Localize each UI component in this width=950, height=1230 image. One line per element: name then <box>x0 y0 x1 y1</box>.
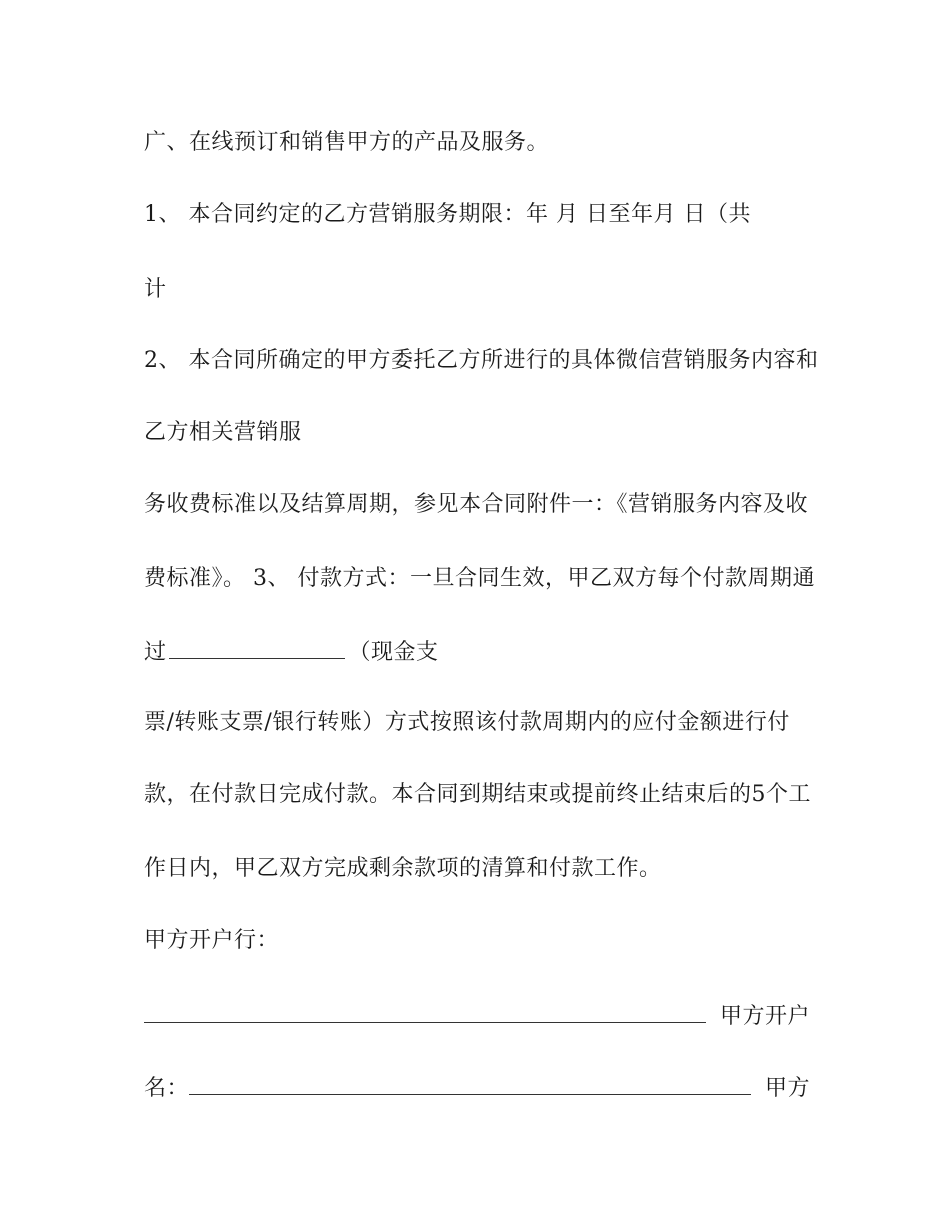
payment-method-blank <box>169 636 345 659</box>
paragraph-line: 票/转账支票/银行转账）方式按照该付款周期内的应付金额进行付 <box>144 710 790 735</box>
paragraph-line: 费标准》。 3、 付款方式：一旦合同生效，甲乙双方每个付款周期通 <box>144 566 815 591</box>
paragraph-line: 款，在付款日完成付款。本合同到期结束或提前终止结束后的5个工 <box>144 782 811 807</box>
paragraph-line: 务收费标准以及结算周期，参见本合同附件一：《营销服务内容及收 <box>144 492 809 517</box>
line-suffix: 甲方 <box>765 1076 811 1101</box>
bank-name-blank <box>144 1000 706 1023</box>
payment-method-line <box>144 636 439 668</box>
paragraph-line: 乙方相关营销服 <box>144 420 302 445</box>
account-name-blank <box>189 1072 751 1095</box>
paragraph-line: 广、在线预订和销售甲方的产品及服务。 <box>144 130 550 155</box>
bank-label-line: 甲方开户行： <box>144 928 280 953</box>
account-name-line <box>144 1072 810 1104</box>
line-prefix: 名： <box>144 1076 190 1101</box>
bank-blank-line <box>144 1000 810 1032</box>
paragraph-line: 1、 本合同约定的乙方营销服务期限：年 月 日至年月 日（共 <box>144 202 751 227</box>
paragraph-line: 计 <box>144 277 167 302</box>
paragraph-line: 2、 本合同所确定的甲方委托乙方所进行的具体微信营销服务内容和 <box>144 348 819 373</box>
line-suffix: 甲方开户 <box>720 1004 811 1029</box>
line-prefix: 过 <box>144 640 167 665</box>
line-suffix: （现金支 <box>348 640 439 665</box>
paragraph-line: 作日内，甲乙双方完成剩余款项的清算和付款工作。 <box>144 856 662 881</box>
